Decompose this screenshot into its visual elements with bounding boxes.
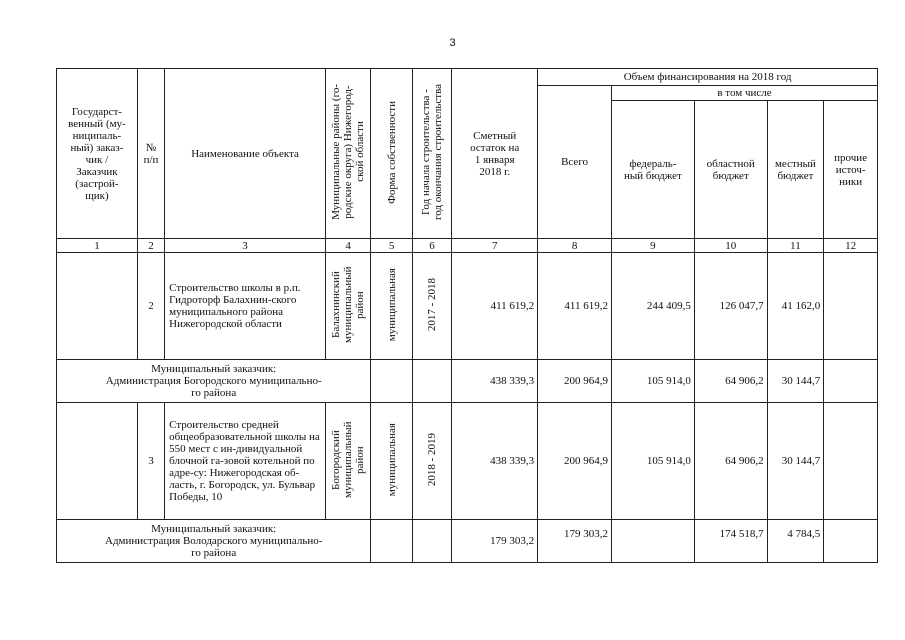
total-cell: 200 964,9 [538,360,612,403]
customer-cell: Муниципальный заказчик: Администрация Володарского муниципально- го района [57,520,371,563]
col-customer-header: Государст- венный (му- ниципаль- ный) заказ- чик / Заказчик (застрой- щик) [57,69,138,239]
object-name-cell: Строительство школы в р.п. Гидроторф Балахнин-ского муниципального района Нижегородской области [165,253,326,360]
customer-cell: Муниципальный заказчик: Администрация Богородского муниципально- го района [57,360,371,403]
colnum: 5 [371,239,412,253]
regional-cell: 174 518,7 [694,520,767,563]
ownership-cell: муниципальная [371,253,412,360]
local-cell: 30 144,7 [767,360,824,403]
col-object-header: Наименование объекта [165,69,326,239]
years-cell: 2017 - 2018 [412,253,451,360]
num-cell: 3 [137,403,164,520]
other-cell [824,253,878,360]
col-other-header: прочие источ- ники [824,101,878,239]
local-cell: 30 144,7 [767,403,824,520]
table-row [57,520,878,563]
customer-cell [57,403,138,520]
years-cell [412,520,451,563]
colnum: 8 [538,239,612,253]
col-num-header: № п/п [137,69,164,239]
local-cell: 4 784,5 [767,520,824,563]
ownership-cell [371,360,412,403]
other-cell [824,403,878,520]
colnum: 6 [412,239,451,253]
district-cell: Балахнинский муниципальный район [325,253,370,360]
estimate-cell: 438 339,3 [452,360,538,403]
years-cell: 2018 - 2019 [412,403,451,520]
page-number: 3 [449,37,456,49]
federal-cell: 244 409,5 [611,253,694,360]
regional-cell: 64 906,2 [694,403,767,520]
table-row [57,253,878,360]
estimate-cell: 179 303,2 [452,520,538,563]
colnum: 3 [165,239,326,253]
colnum: 1 [57,239,138,253]
col-district-header: Муниципальные районы (го- родские округа) Нижегород- ской области [325,69,370,239]
col-regional-header: областной бюджет [694,101,767,239]
table-row [57,403,878,520]
other-cell [824,520,878,563]
col-total-header: Всего [538,86,612,239]
column-numbers-row [57,239,878,253]
ownership-cell: муниципальная [371,403,412,520]
colnum: 2 [137,239,164,253]
estimate-cell: 438 339,3 [452,403,538,520]
federal-cell: 105 914,0 [611,360,694,403]
num-cell: 2 [137,253,164,360]
table-row [57,360,878,403]
district-cell: Богородский муниципальный район [325,403,370,520]
colnum: 11 [767,239,824,253]
ownership-cell [371,520,412,563]
estimate-cell: 411 619,2 [452,253,538,360]
colnum: 7 [452,239,538,253]
years-cell [412,360,451,403]
col-ownership-header: Форма собственности [371,69,412,239]
total-cell: 200 964,9 [538,403,612,520]
colnum: 9 [611,239,694,253]
other-cell [824,360,878,403]
col-federal-header: федераль- ный бюджет [611,101,694,239]
federal-cell: 105 914,0 [611,403,694,520]
colnum: 12 [824,239,878,253]
header-row-1 [57,69,878,86]
customer-cell [57,253,138,360]
federal-cell [611,520,694,563]
regional-cell: 64 906,2 [694,360,767,403]
col-years-header: Год начала строительства - год окончания строительства [412,69,451,239]
col-local-header: местный бюджет [767,101,824,239]
regional-cell: 126 047,7 [694,253,767,360]
financing-header: Объем финансирования на 2018 год [538,69,878,86]
colnum: 10 [694,239,767,253]
total-cell: 179 303,2 [538,520,612,563]
colnum: 4 [325,239,370,253]
object-name-cell: Строительство средней общеобразовательной школы на 550 мест с ин-дивидуальной блочной га-зовой котельной по адре-су: Нижегородская об-ласть, г. Богородск, ул. Бульвар Победы, 10 [165,403,326,520]
local-cell: 41 162,0 [767,253,824,360]
col-estimate-header: Сметный остаток на 1 января 2018 г. [452,69,538,239]
including-header: в том числе [611,86,877,101]
total-cell: 411 619,2 [538,253,612,360]
financing-table [56,68,878,563]
